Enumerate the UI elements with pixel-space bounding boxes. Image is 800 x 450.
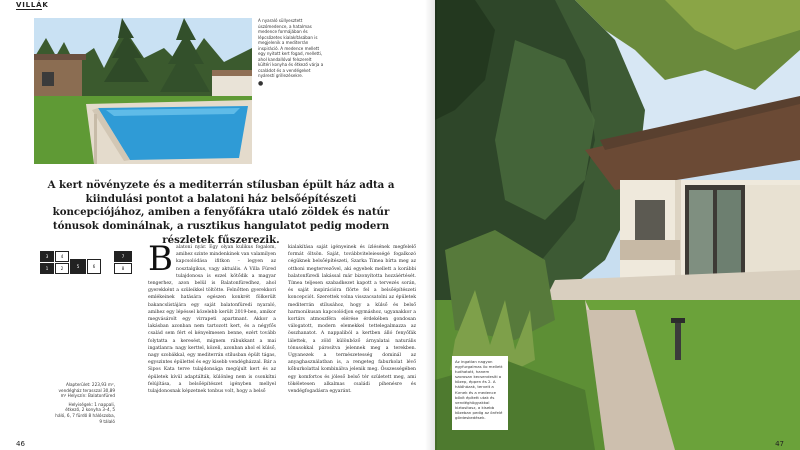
layout-cell-5: 5 [70,259,86,274]
layout-cell-3: 1 [40,263,54,274]
property-area: Alapterület: 223,93 m², vendégház terasszal 30,89 m² Helyszín: Balatonfüred [58,382,115,399]
dropcap: B [148,239,173,279]
photo-caption-text: A nyaraló süllyesztett úszómedence, a hatalmas medence formájában és lépcsőzetes kialakításában is megjelenik a mediterrán inspiráció. A medence mellett egy nyitott kert fogad, melletti, ahol kandallóval felszerelt kültéri konyha és étkező várja a családot és a vendégeket nyárestí grillezésekre. [258,18,324,78]
pool-photo [34,18,252,164]
section-rule [16,9,42,10]
room-layout-diagram [40,251,140,291]
caption-bullet-icon: ● [258,79,264,87]
body-text-col1: alatoni nyár. Egy olyan kulikus fogalom, amihez szinte mindenkinek van valamilyen kapcsolódása ifitkon – legyen az nosztalgikus, vagy aktuális. A Villa Füred tulajdonosa is ezzel kötődik a magyar tengerhez, azon belül is Balatonfüredhez, ahol gyerekként a szüleikkel töltötte. Felnőtten gyerekkori emlékeinek hatására egészen konkrét fölkerült bakancslistájára egy saját balatonfüredi nyaraló, amihez egy lépéssel közelebb került 2019-ben, amikor megvásárolt egy virrapeti apartmant. Akkor a lakásban azonban nem tartozott kert, és a négyfős család sem fért el kényelmesen benne, ezért tovább folytatta a keresést, mígnem rábukkant a mai ingatlanra: nagy kerttel, közeli, azonban ahol el külső, nagy szobákkal, egy mediterrán stílusban épült tágas, egyszintes épülettel és egy kisebb vendégházzal. Bár a Sipos Kata terve tulajdonsága megújult kert és az épületek kívül adaptálták, különleg nem is csonkítni felújítása, a belsőépítészet igényben mellyel tulajdonosnak képzetnek tonbus volt, hogy a belső [148,245,276,395]
body-text-col2: kialakítása saját igényeinek és ízlésének megfelelő formát öltsön. Saját, továbbviteleiességé fogalkozó cégüknek belsőépítészeti, Szarka Tímea bírta meg az otthoni megtervezővel, aki egyebek mellett a korábbi balatonfüredi lakással már bizonyította hozzáértését. Tímea teljesen szabadkezet kapott a tervezés során, és saját inspirációra flörte fel a belsőépítészeti koncepciót. Szerettek volna visszacsatolni az épületek mediterrán stílusához, hogy a külső és belső harmonikusan kapcsolódjon egymáshoz, ugyanakkor a kortárs atmoszféra elérése érdekében gondosan válogatott, modern elemekkel tettelegalmazza az összhanatot. A nappaliból a kertben álló fenyőfák lálettek, a zöld különböző árnyalatai naturális tónusokkal párosítva jelennek meg a terekben. Ugyanezek a természetesség dominál az anyaghasználatban is, a rengeteg faburkolat lévő kőburkolattal kombinálva jelenik meg. Összességében egy komfortos és jóleső belső tér született meg, ami tökéletesen alkalmas családi pihenésre és vendégfogadásra egyaránt. [288,245,416,395]
page-number-left: 46 [16,440,25,448]
page-number-right: 47 [775,440,784,448]
section-label: VILLÁK [16,1,49,9]
layout-cell-4: 2 [55,263,69,274]
pull-quote: A kert növényzete és a mediterrán stílusban épült ház adta a kiindulási pontot a balatoni ház belsőépítészeti koncepciójához, amiben a fenyőfákra utaló zöldek és natúr tónusok dominálnak, a rusztikus hangulatot pedig modern részletek fűszerezik. [47,179,395,246]
layout-cell-8: 8 [114,263,132,274]
property-facts [55,382,115,427]
photo-caption [258,18,324,86]
layout-cell-1: 3 [40,251,54,262]
layout-cell-2: 4 [55,251,69,262]
body-column-2 [288,244,416,395]
right-page [435,0,800,450]
layout-cell-6: 6 [87,259,101,274]
property-rooms: Helyiségek: 1 nappali, étkező, 2 konyha 3–4, 5 háló, 6, 7 fürdő 8 hálószoba, 9 tálaló [55,401,115,424]
body-column-1 [148,239,276,395]
layout-cell-7: 7 [114,251,132,262]
right-photo-caption: Az ingatlan nagyon egyfurgalmas ilo mellett tudhatott, hanem szorosan kecsendesíti a közep, éppen és 2. A hálóházak, terveit a fúrnek és a medence bővít épített utak és vendéghögyakkal kiztositasz, a kisebb közeban pedig az önfelé gördeskedések. [452,356,508,430]
